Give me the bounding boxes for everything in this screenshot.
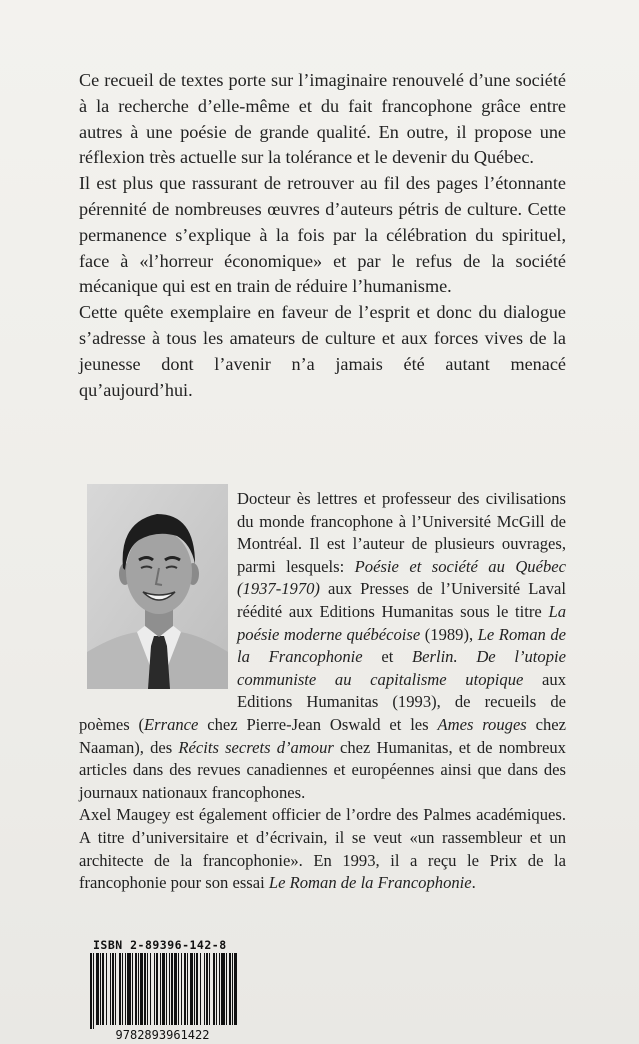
barcode-bar bbox=[206, 953, 208, 1025]
barcode-bar bbox=[110, 953, 111, 1025]
barcode-bar bbox=[213, 953, 215, 1025]
barcode-bar bbox=[127, 953, 131, 1025]
barcode-bar bbox=[119, 953, 121, 1025]
barcode-bars bbox=[90, 953, 237, 1029]
barcode-bar bbox=[216, 953, 217, 1025]
barcode-bar bbox=[169, 953, 170, 1025]
barcode bbox=[88, 953, 237, 1041]
bio-text: aux Presses de l’Université Laval réédité aux Editions Humanitas sous le titre bbox=[237, 579, 566, 621]
barcode-bar bbox=[209, 953, 210, 1025]
barcode-bar bbox=[187, 953, 188, 1025]
barcode-bar bbox=[221, 953, 225, 1025]
book-title: Récits secrets d’amour bbox=[178, 737, 334, 757]
intro-paragraph-2: Il est plus que rassurant de retrouver au fil des pages l’étonnante pérennité de nombreuses œuvres d’auteurs pétris de culture. Cette permanence s’explique à la fois par la célébration du spirituel, face à «l’horreur économique» et par le refus de la société mécanique qui est en train de réduire l’humanisme. bbox=[79, 173, 566, 297]
barcode-bar bbox=[90, 953, 92, 1029]
barcode-bar bbox=[106, 953, 107, 1025]
book-title: Le Roman de la Francophonie bbox=[237, 624, 567, 667]
barcode-bar bbox=[219, 953, 220, 1025]
barcode-bar bbox=[194, 953, 195, 1025]
bio-text: chez Naaman), des bbox=[79, 714, 566, 757]
bio-text: Docteur ès lettres et professeur des civilisations du monde francophone à l’Université McGill de Montréal. Il est l’auteur de plusieurs ouvrages, parmi lesquels: bbox=[237, 489, 566, 576]
book-title: Ames rouges bbox=[437, 714, 527, 734]
intro-text bbox=[79, 68, 566, 403]
barcode-bar bbox=[200, 953, 201, 1025]
bio-text: chez Pierre-Jean Oswald et les bbox=[198, 714, 438, 734]
barcode-bar bbox=[138, 953, 139, 1025]
barcode-bar bbox=[234, 953, 237, 1025]
book-title: La poésie moderne québécoise bbox=[237, 601, 566, 644]
book-title: Errance bbox=[144, 714, 199, 734]
intro-paragraph-3: Cette quête exemplaire en faveur de l’esprit et donc du dialogue s’adresse à tous les amateurs de culture et aux forces vives de la jeunesse dont l’avenir n’a jamais été autant menacé qu’aujourd’hui. bbox=[79, 302, 566, 400]
barcode-bar bbox=[204, 953, 205, 1025]
barcode-bar bbox=[184, 953, 186, 1025]
barcode-bar bbox=[135, 953, 137, 1025]
barcode-bar bbox=[100, 953, 101, 1025]
bio-text: et bbox=[362, 647, 412, 667]
barcode-bar bbox=[144, 953, 146, 1025]
barcode-bar bbox=[181, 953, 182, 1025]
barcode-bar bbox=[232, 953, 233, 1025]
barcode-bar bbox=[140, 953, 143, 1025]
author-biography bbox=[79, 488, 566, 895]
isbn-label: ISBN 2-89396-142-8 bbox=[93, 938, 227, 952]
barcode-bar bbox=[162, 953, 165, 1025]
bio-paragraph-2 bbox=[79, 804, 566, 894]
book-title: Le Roman de la Francophonie bbox=[268, 873, 472, 893]
barcode-bar bbox=[102, 953, 104, 1025]
barcode-bar bbox=[112, 953, 114, 1025]
barcode-bar bbox=[178, 953, 179, 1025]
bio-text: (1989), bbox=[420, 624, 478, 644]
bio-text: aux Editions Humanitas (1993), de recueils de poèmes ( bbox=[79, 669, 566, 734]
barcode-bar bbox=[93, 953, 94, 1029]
barcode-bar bbox=[229, 953, 231, 1025]
intro-paragraph-1: Ce recueil de textes porte sur l’imaginaire renouvelé d’une société à la recherche d’elle-même et du fait francophone grâce entre autres à une poésie de grande qualité. En outre, il propose une réflexion très actuelle sur la tolérance et le devenir du Québec. bbox=[79, 70, 566, 168]
barcode-bar bbox=[171, 953, 173, 1025]
barcode-bar bbox=[115, 953, 116, 1025]
barcode-bar bbox=[132, 953, 133, 1025]
barcode-bar bbox=[160, 953, 161, 1025]
bio-text: chez Humanitas, et de nombreux articles dans des revues canadiennes et européennes ainsi que dans des journaux nationaux francophones. bbox=[79, 737, 566, 802]
barcode-bar bbox=[96, 953, 99, 1025]
bio-text: Axel Maugey est également officier de l’ordre des Palmes académiques. A titre d’universitaire et d’écrivain, il se veut «un rassembleur et un architecte de la francophonie». En 1993, il a reçu le Prix de la francophonie pour son essai bbox=[79, 805, 566, 893]
bio-text: . bbox=[471, 873, 476, 893]
barcode-bar bbox=[226, 953, 227, 1025]
barcode-bar bbox=[196, 953, 198, 1025]
barcode-bar bbox=[147, 953, 148, 1025]
barcode-digits: 9782893961422 bbox=[115, 1028, 210, 1041]
barcode-bar bbox=[122, 953, 123, 1025]
barcode-bar bbox=[156, 953, 158, 1025]
barcode-bar bbox=[125, 953, 126, 1025]
barcode-bar bbox=[166, 953, 167, 1025]
barcode-bar bbox=[190, 953, 193, 1025]
barcode-bar bbox=[154, 953, 155, 1025]
book-title: Berlin. De l’utopie communiste au capitalisme utopique bbox=[237, 647, 566, 689]
barcode-bar bbox=[174, 953, 177, 1025]
barcode-bar bbox=[150, 953, 151, 1025]
book-title: Poésie et société au Québec (1937-1970) bbox=[237, 556, 566, 599]
